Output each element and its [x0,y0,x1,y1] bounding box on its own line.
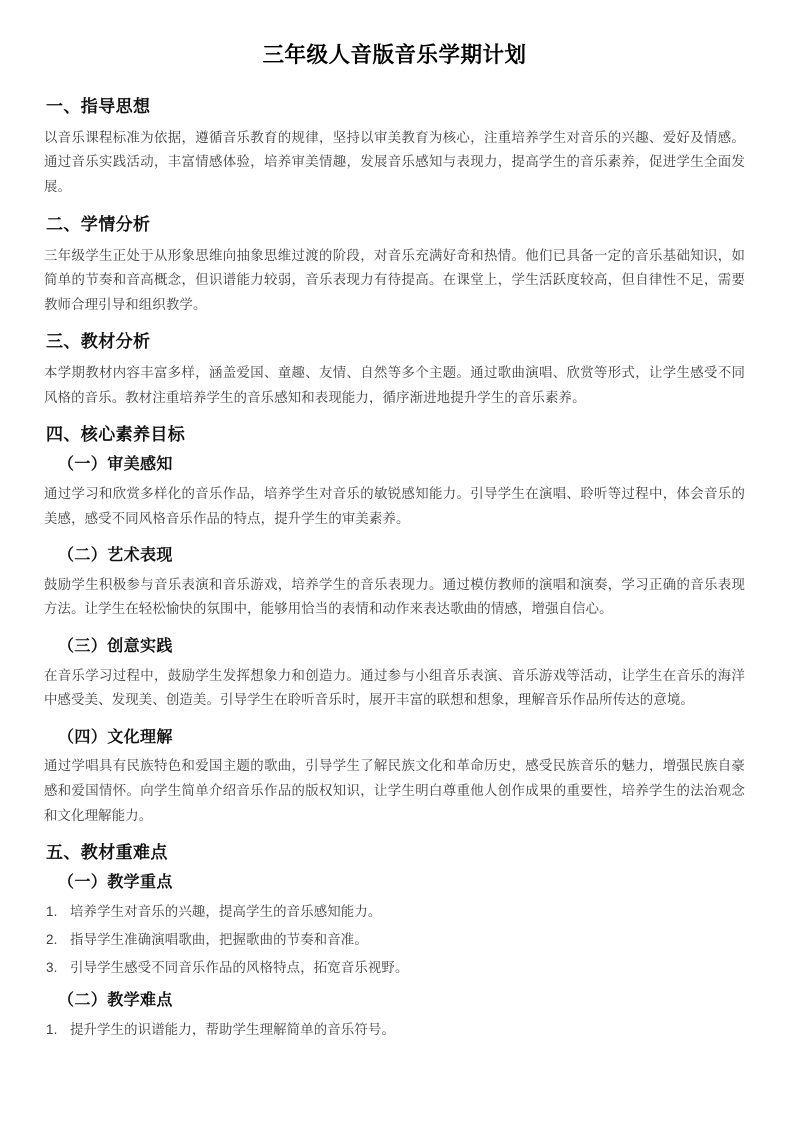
section-heading: 一、指导思想 [46,96,151,116]
subsection-heading: （一）审美感知 [58,456,173,474]
list-item: 培养学生对音乐的兴趣，提高学生的音乐感知能力。 [70,903,382,919]
document-section [44,424,745,828]
subsection-heading: （四）文化理解 [58,728,173,746]
document-subsection [44,990,745,1042]
list-item: 引导学生感受不同音乐作品的风格特点，拓宽音乐视野。 [70,959,409,975]
numbered-list [44,900,745,981]
section-heading: 四、核心素养目标 [46,425,186,445]
document-section [44,331,745,410]
section-heading: 五、教材重难点 [46,843,168,863]
section-heading: 三、教材分析 [46,332,151,352]
sections-container [44,96,745,1043]
numbered-list [44,1018,745,1043]
section-paragraph: 三年级学生正处于从形象思维向抽象思维过渡的阶段，对音乐充满好奇和热情。他们已具备一定的音乐基础知识，如简单的节奏和音高概念，但识谱能力较弱，音乐表现力有待提高。在课堂上，学生活跃度较高，但自律性不足，需要教师合理引导和组织教学。 [44,247,745,312]
page-title: 三年级人音版音乐学期计划 [262,43,527,67]
subsection-heading: （三）创意实践 [58,637,173,655]
subsection-paragraph: 通过学习和欣赏多样化的音乐作品，培养学生对音乐的敏锐感知能力。引导学生在演唱、聆听等过程中，体会音乐的美感，感受不同风格音乐作品的特点，提升学生的审美素养。 [44,485,745,526]
subsection-paragraph: 在音乐学习过程中，鼓励学生发挥想象力和创造力。通过参与小组音乐表演、音乐游戏等活动，让学生在音乐的海洋中感受美、发现美、创造美。引导学生在聆听音乐时，展开丰富的联想和想象，理解音乐作品所传达的意境。 [44,667,745,708]
document-subsection [44,636,745,713]
list-item: 提升学生的识谱能力，帮助学生理解简单的音乐符号。 [70,1022,395,1037]
document-section [44,96,745,200]
section-paragraph: 以音乐课程标准为依据，遵循音乐教育的规律，坚持以审美教育为核心，注重培养学生对音乐的兴趣、爱好及情感。通过音乐实践活动，丰富情感体验，培养审美情趣，发展音乐感知与表现力，提高学生的音乐素养，促进学生全面发展。 [44,129,745,194]
document-section [44,842,745,1043]
section-heading: 二、学情分析 [46,214,151,234]
document-subsection [44,545,745,622]
subsection-heading: （二）艺术表现 [58,547,173,565]
subsection-heading: （二）教学难点 [58,992,173,1010]
section-paragraph: 本学期教材内容丰富多样，涵盖爱国、童趣、友情、自然等多个主题。通过歌曲演唱、欣赏等形式，让学生感受不同风格的音乐。教材注重培养学生的音乐感知和表现能力，循序渐进地提升学生的音乐素养。 [44,365,745,405]
subsection-paragraph: 鼓励学生积极参与音乐表演和音乐游戏，培养学生的音乐表现力。通过模仿教师的演唱和演奏，学习正确的音乐表现方法。让学生在轻松愉快的氛围中，能够用恰当的表情和动作来表达歌曲的情感，增强自信心。 [44,576,745,617]
document-subsection [44,727,745,828]
document-section [44,214,745,318]
document-subsection [44,872,745,980]
subsection-heading: （一）教学重点 [58,874,173,892]
subsection-paragraph: 通过学唱具有民族特色和爱国主题的歌曲，引导学生了解民族文化和革命历史，感受民族音乐的魅力，增强民族自豪感和爱国情怀。向学生简单介绍音乐作品的版权知识，让学生明白尊重他人创作成果的重要性，培养学生的法治观念和文化理解能力。 [44,758,745,823]
document-subsection [44,454,745,531]
list-item: 指导学生准确演唱歌曲，把握歌曲的节奏和音准。 [70,931,368,947]
